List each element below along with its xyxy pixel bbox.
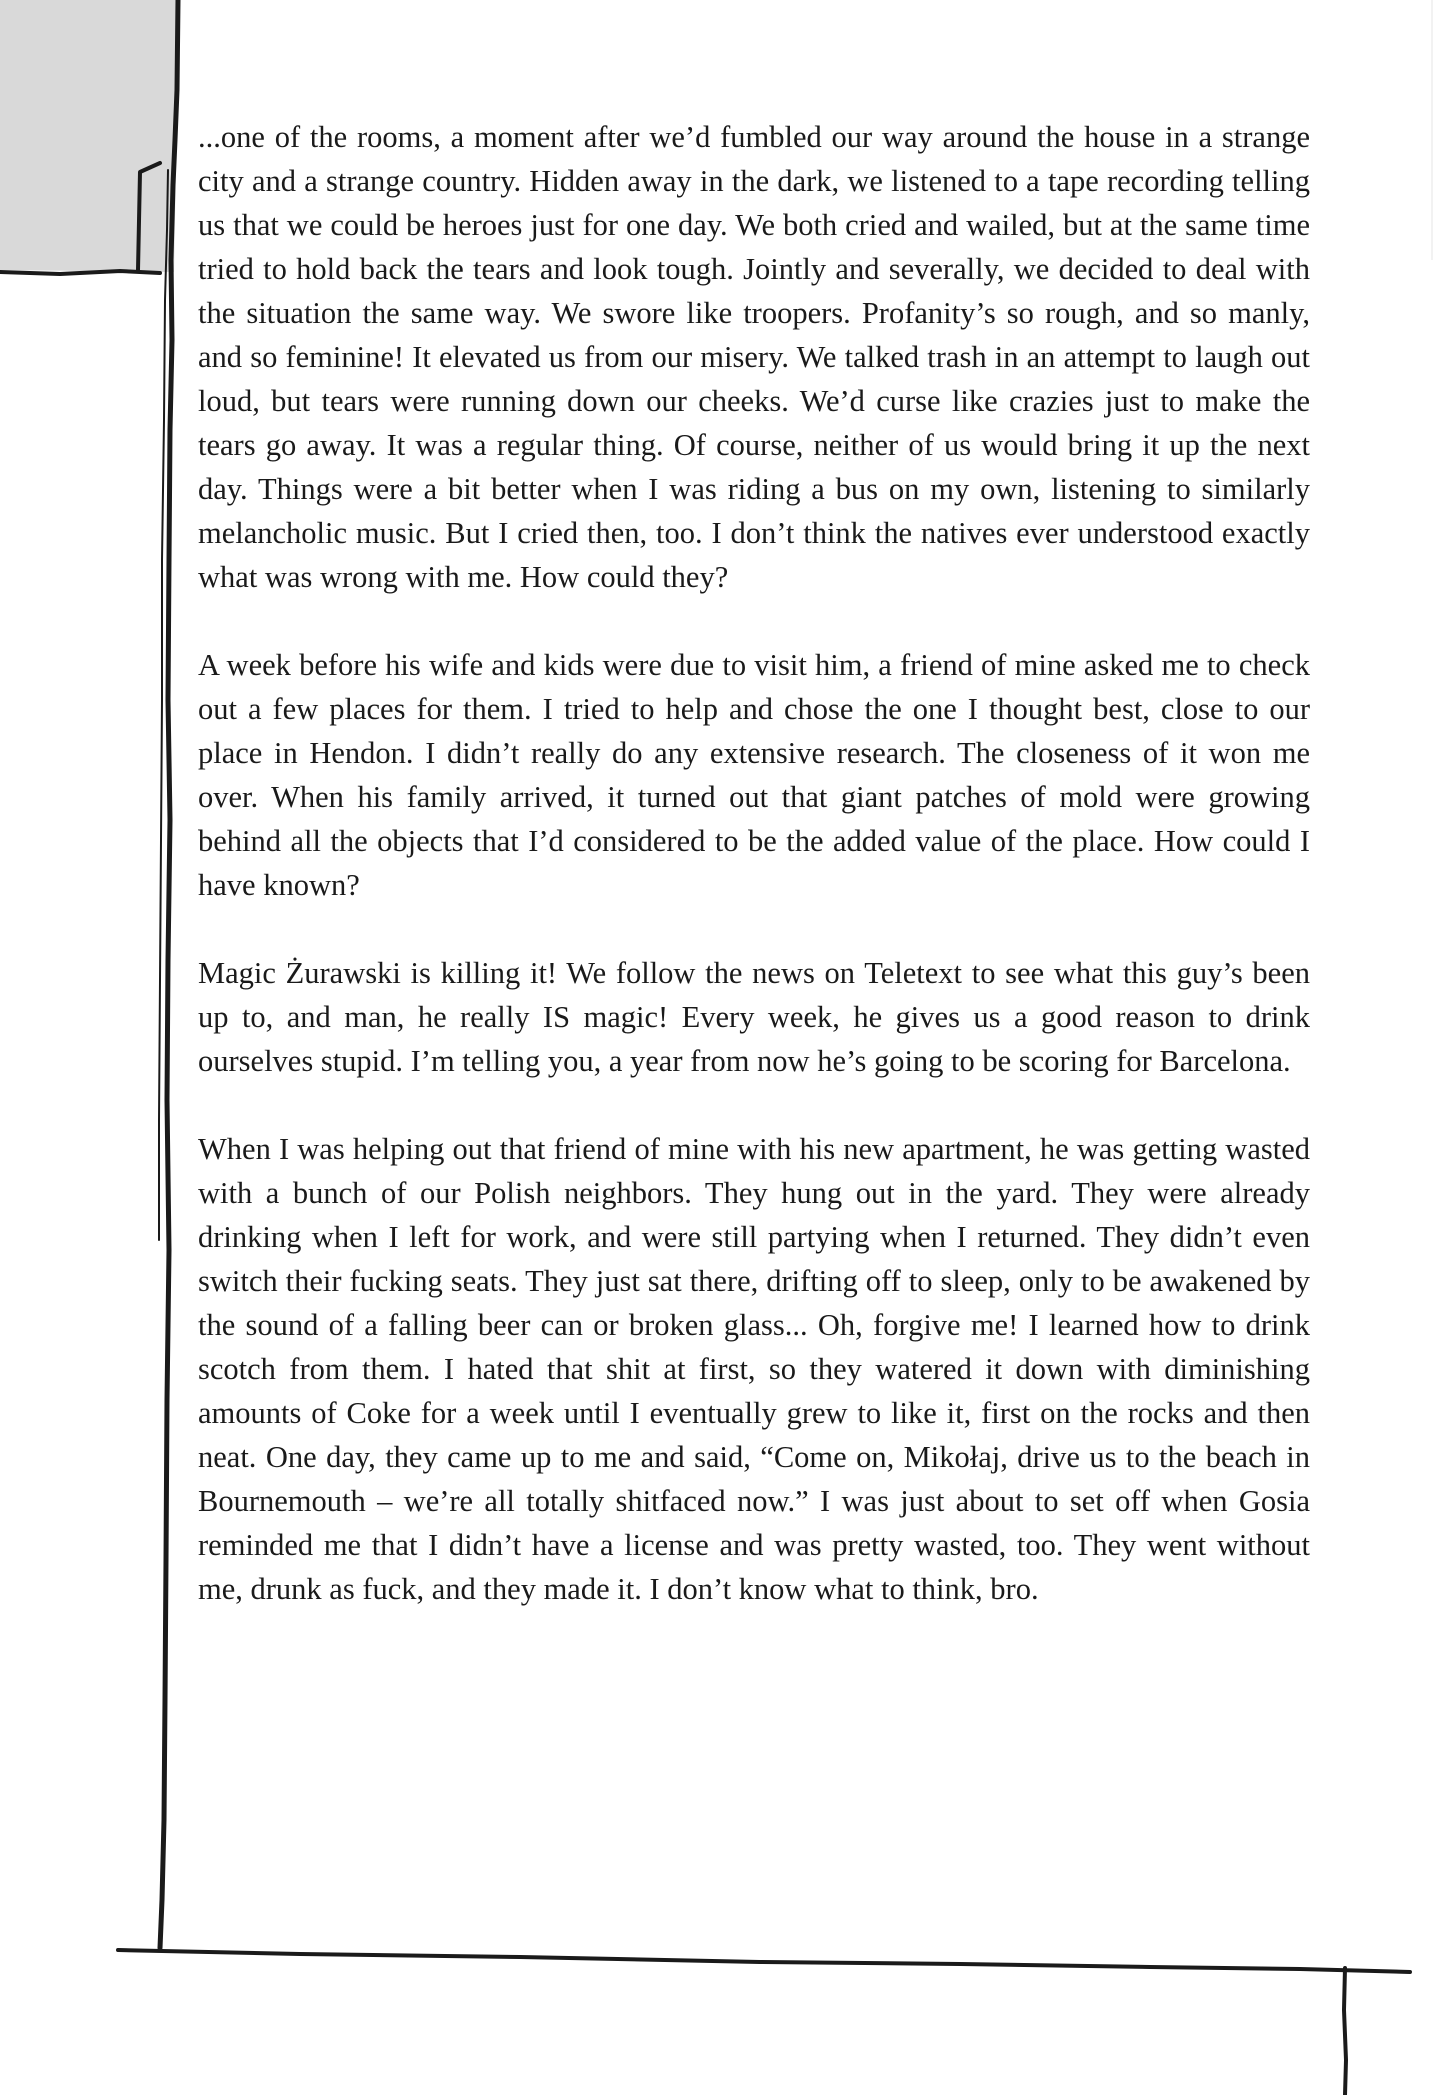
paragraph-4: When I was helping out that friend of mine with his new apartment, he was getting wasted with a bunch of our Polish neighbors. They hung out in the yard. They were already drinking when I left for work, and were still partying when I returned. They didn’t even switch their fucking seats. They just sat there, drifting off to sleep, only to be awakened by the sound of a falling beer can or broken glass... Oh, forgive me! I learned how to drink scotch from them. I hated that shit at first, so they watered it down with diminishing amounts of Coke for a week until I eventually grew to like it, first on the rocks and then neat. One day, they came up to me and said, “Come on, Mikołaj, drive us to the beach in Bournemouth – we’re all totally shitfaced now.” I was just about to set off when Gosia reminded me that I didn’t have a license and was pretty wasted, too. They went without me, drunk as fuck, and they made it. I don’t know what to think, bro. [198,1132,1310,1606]
left-border-line [160,0,178,1948]
panel-border-bottom [0,271,160,274]
left-bracket [138,163,160,270]
paragraph-2: A week before his wife and kids were due to visit him, a friend of mine asked me to check out a few places for them. I tried to help and chose the one I thought best, close to our place in Hendon. I didn’t really do any extensive research. The closeness of it won me over. When his family arrived, it turned out that giant patches of mold were growing behind all the objects that I’d considered to be the added value of the place. How could I have known? [198,648,1310,902]
bottom-border-line [118,1950,1410,1972]
left-border-inner-line [159,170,168,1240]
paragraph-1: ...one of the rooms, a moment after we’d fumbled our way around the house in a strange city and a strange country. Hidden away in the dark, we listened to a tape recording telling us that we could be heroes just for one day. We both cried and wailed, but at the same time tried to hold back the tears and look tough. Jointly and severally, we decided to deal with the situation the same way. We swore like troopers. Profanity’s so rough, and so manly, and so feminine! It elevated us from our misery. We talked trash in an attempt to laugh out loud, but tears were running down our cheeks. We’d curse like crazies just to make the tears go away. It was a regular thing. Of course, neither of us would bring it up the next day. Things were a bit better when I was riding a bus on my own, listening to similarly melancholic music. But I cried then, too. I don’t think the natives ever understood exactly what was wrong with me. How could they? [198,120,1310,594]
narrative-text-block [198,115,1310,1611]
bottom-right-tick [1344,1968,1346,2095]
grey-panel [0,0,178,272]
paragraph-3: Magic Żurawski is killing it! We follow the news on Teletext to see what this guy’s been up to, and man, he really IS magic! Every week, he gives us a good reason to drink ourselves stupid. I’m telling you, a year from now he’s going to be scoring for Barcelona. [198,956,1310,1078]
